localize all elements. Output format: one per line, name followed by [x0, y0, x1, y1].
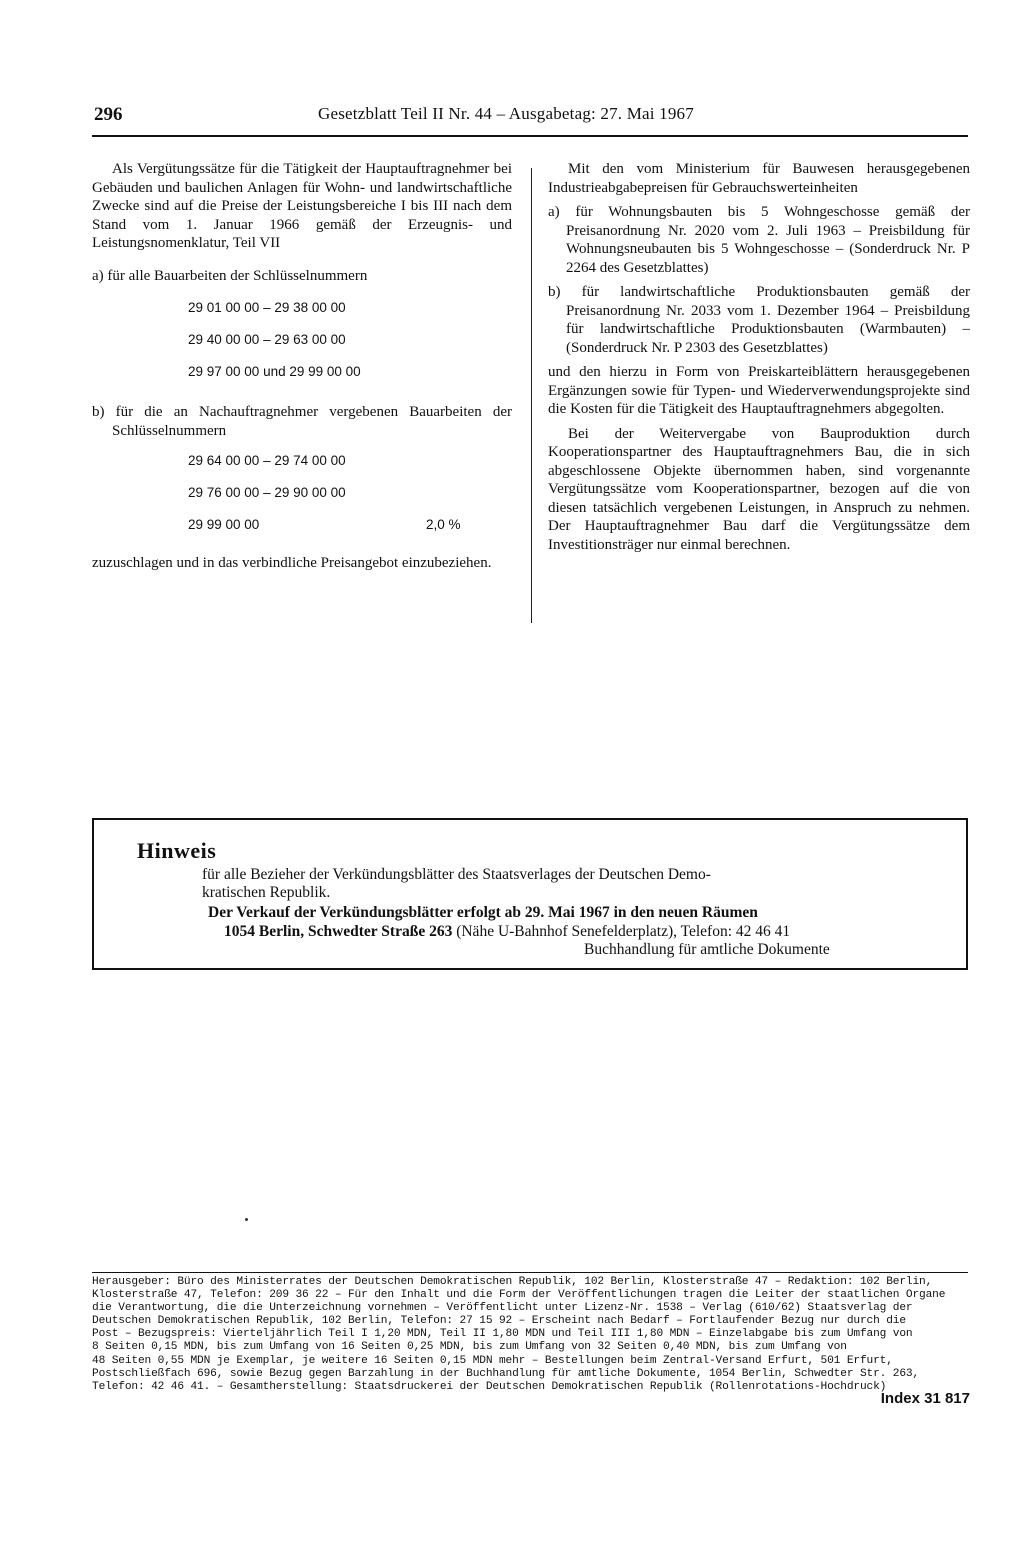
right-para-3: Bei der Weitervergabe von Bauproduktion durch Kooperationspartner des Hauptauftragnehmers Bau, die in sich abgeschlossene Objekte übernommen haben, sind vorgenannte Vergütungssätze vom Kooperationspartner, bezogen auf die von diesen tatsächlich vergebenen Leistungen, in Anspruch zu nehmen. Der Hauptauftragnehmer Bau darf die Vergütungssätze dem Investitionsträger nur einmal berechnen.: [548, 425, 970, 553]
header-rule: [92, 135, 968, 137]
running-title: Gesetzblatt Teil II Nr. 44 – Ausgabetag: 27. Mai 1967: [318, 104, 694, 123]
notice-address-bold: 1054 Berlin, Schwedter Straße 263: [224, 923, 453, 940]
notice-address-rest: (Nähe U-Bahnhof Senefelderplatz), Telefon: 42 46 41: [456, 923, 791, 940]
notice-title: Hinweis: [137, 838, 217, 863]
left-item-a: a) für alle Bauarbeiten der Schlüsselnummern: [92, 267, 368, 284]
imprint: [92, 1276, 972, 1394]
notice-line-3: Der Verkauf der Verkündungsblätter erfolgt ab 29. Mai 1967 in den neuen Räumen: [208, 904, 758, 921]
key-row: [188, 516, 512, 534]
left-closing: zuzuschlagen und in das verbindliche Preisangebot einzubeziehen.: [92, 555, 492, 571]
imprint-line: Klosterstraße 47, Telefon: 209 36 22 – Für den Inhalt und die Form der Veröffentlichungen tragen die Leiter der staatlichen Organe: [92, 1289, 946, 1302]
index-number: Index 31 817: [880, 1390, 970, 1407]
rate-value: 2,0 %: [426, 517, 461, 532]
key-range: 29 40 00 00 – 29 63 00 00: [188, 332, 346, 347]
key-row: [188, 452, 512, 470]
imprint-line: Deutschen Demokratischen Republik, 102 Berlin, Telefon: 27 15 92 – Erscheint nach Bedarf – Fortlaufender Bezug nur durch die: [92, 1315, 906, 1328]
notice-address: [224, 923, 790, 941]
imprint-line: die Verantwortung, die die Unterzeichnung vornehmen – Veröffentlicht unter Lizenz-Nr. 1538 – Verlag (610/62) Staatsverlag der: [92, 1302, 913, 1315]
imprint-line: 48 Seiten 0,55 MDN je Exemplar, je weitere 16 Seiten 0,15 MDN mehr – Bestellungen beim Zentral-Versand Erfurt, 501 Erfurt,: [92, 1354, 893, 1367]
notice-line-5: Buchhandlung für amtliche Dokumente: [584, 941, 830, 958]
column-divider: [531, 168, 532, 623]
key-range: 29 64 00 00 – 29 74 00 00: [188, 453, 346, 468]
footer-rule: [92, 1272, 968, 1273]
notice-line-2: kratischen Republik.: [202, 884, 331, 901]
notice-box: [92, 818, 968, 970]
imprint-line: Telefon: 42 46 41. – Gesamtherstellung: Staatsdruckerei der Deutschen Demokratischen Republik (Rollenrotations-Hochdruck): [92, 1380, 887, 1393]
page-number: 296: [94, 104, 123, 125]
right-para-2: und den hierzu in Form von Preiskarteiblättern herausgegebenen Ergänzungen sowie für Typen- und Wiederverwendungsprojekte sind die Kosten für die Tätigkeit des Hauptauftragnehmers abgegolten.: [548, 364, 970, 417]
key-range: 29 99 00 00: [188, 517, 260, 532]
imprint-line: Post – Bezugspreis: Vierteljährlich Teil I 1,20 MDN, Teil II 1,80 MDN und Teil III 1,80 MDN – Einzelabgabe bis zum Umfang von: [92, 1328, 913, 1341]
right-item-b: b) für landwirtschaftliche Produktionsbauten gemäß der Preisanordnung Nr. 2033 vom 1. Dezember 1964 – Preisbildung für landwirtschaftliche Produktionsbauten (Warmbauten) – (Sonderdruck Nr. P 2303 des Gesetzblattes): [548, 284, 970, 356]
key-row: [188, 331, 512, 349]
left-column: [92, 160, 512, 573]
notice-line-1: für alle Bezieher der Verkündungsblätter des Staatsverlages der Deutschen Demo-: [202, 866, 711, 883]
imprint-line: 8 Seiten 0,15 MDN, bis zum Umfang von 16 Seiten 0,25 MDN, bis zum Umfang von 32 Seiten 0,40 MDN, bis zum Umfang von: [92, 1341, 847, 1354]
key-row: [188, 484, 512, 502]
key-range: 29 01 00 00 – 29 38 00 00: [188, 300, 346, 315]
right-item-a: a) für Wohnungsbauten bis 5 Wohngeschosse gemäß der Preisanordnung Nr. 2020 vom 2. Juli 1963 – Preisbildung für Wohnungsneubauten bis 5 Wohngeschosse – (Sonderdruck Nr. P 2264 des Gesetzblattes): [548, 204, 970, 276]
right-intro: Mit den vom Ministerium für Bauwesen herausgegebenen Industrieabgabepreisen für Gebrauchswerteinheiten: [548, 161, 970, 196]
key-range: 29 76 00 00 – 29 90 00 00: [188, 485, 346, 500]
left-item-b: b) für die an Nachauftragnehmer vergebenen Bauarbeiten der Schlüsselnummern: [92, 404, 512, 439]
stray-dot: [245, 1218, 248, 1221]
key-row: [188, 299, 512, 317]
left-intro: Als Vergütungssätze für die Tätigkeit der Hauptauftragnehmer bei Gebäuden und baulichen Anlagen für Wohn- und landwirtschaftliche Zwecke sind auf die Preise der Leistungsbereiche I bis III nach dem Stand vom 1. Januar 1966 gemäß der Erzeugnis- und Leistungsnomenklatur, Teil VII: [92, 161, 512, 251]
key-range: 29 97 00 00 und 29 99 00 00: [188, 364, 361, 379]
imprint-line: Postschließfach 696, sowie Bezug gegen Barzahlung in der Buchhandlung für amtliche Dokumente, 1054 Berlin, Schwedter Str. 263,: [92, 1367, 920, 1380]
imprint-line: Herausgeber: Büro des Ministerrates der Deutschen Demokratischen Republik, 102 Berlin, Klosterstraße 47 – Redaktion: 102 Berlin,: [92, 1276, 933, 1288]
key-row: [188, 363, 512, 381]
right-column: [548, 160, 970, 554]
